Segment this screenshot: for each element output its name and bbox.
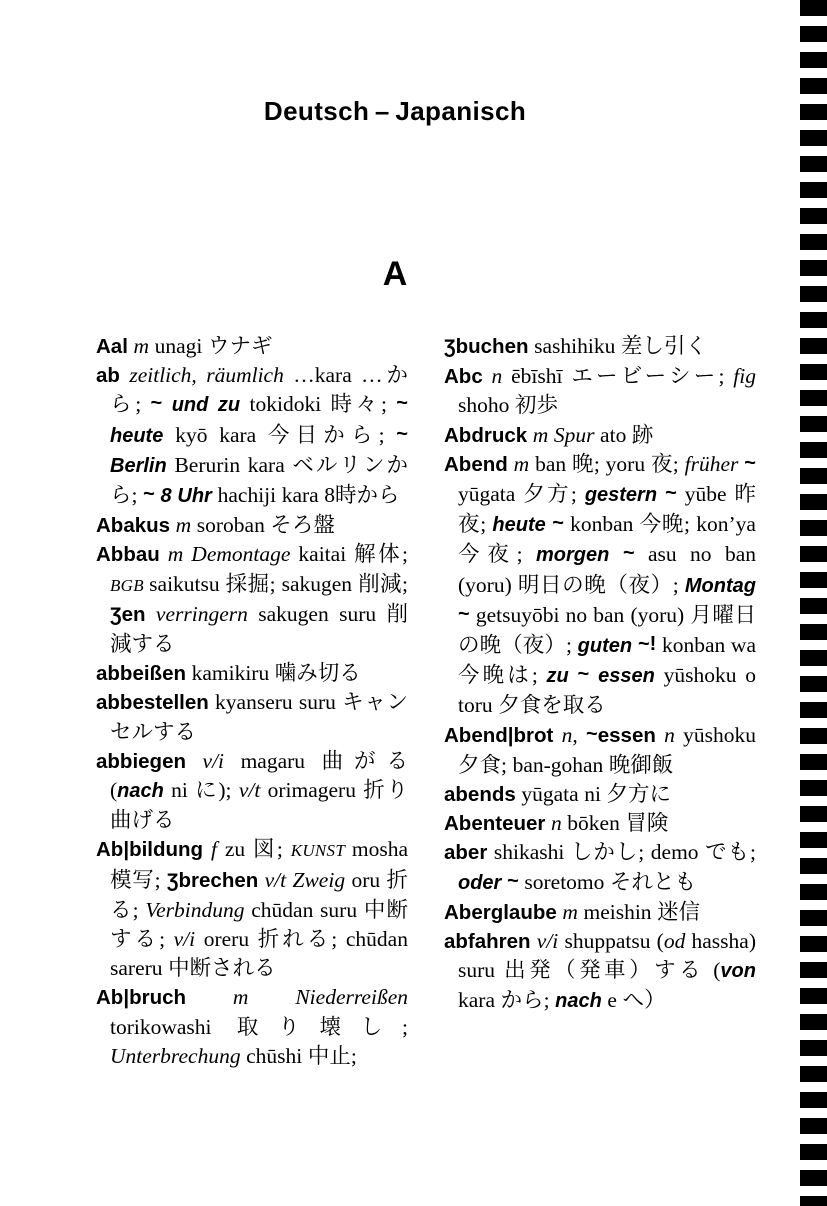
romaji-text: getsuyōbi no ban (yoru) (469, 602, 691, 627)
grammar-label: m (159, 542, 192, 567)
dictionary-entry (444, 780, 756, 809)
collocation-cue: oder (458, 871, 508, 894)
romaji-text: ; (131, 483, 144, 508)
romaji-text: meishin (583, 899, 658, 924)
swung-dash-icon: ~ (622, 542, 635, 565)
dictionary-entry (444, 898, 756, 927)
japanese-text: 晚 (572, 451, 594, 476)
japanese-text: それとも (609, 869, 696, 894)
collocation-cue: morgen (536, 544, 623, 567)
japanese-text: 折れる (257, 927, 332, 952)
romaji-text: ; (402, 1014, 408, 1039)
collocation-cue: heute (492, 514, 553, 537)
romaji-text: yūgata (458, 482, 524, 507)
romaji-text: hassha) suru (458, 929, 756, 983)
grammar-label: fig (733, 364, 756, 389)
collocation-cue: Berlin (110, 454, 175, 477)
entry-headword: Abenteuer (444, 812, 546, 836)
grammar-label: n (482, 364, 512, 389)
japanese-text: 今夜 (458, 542, 517, 567)
grammar-label: m (186, 985, 296, 1010)
grammar-label: m (527, 422, 554, 447)
romaji-text: zu (224, 837, 254, 862)
swung-dash-icon: ~ (507, 869, 519, 892)
entry-headword: en (121, 602, 146, 626)
grammar-label: verringern (145, 601, 259, 626)
japanese-text: 模写 (110, 867, 155, 892)
grammar-label: Zweig (292, 867, 352, 892)
japanese-text: 中断する (110, 897, 408, 952)
romaji-text: torikowashi (110, 1014, 237, 1039)
stem-bar-icon: | (123, 838, 130, 862)
grammar-label: v/t (258, 867, 293, 892)
grammar-label: Demontage (191, 542, 299, 567)
dictionary-entry (96, 361, 408, 511)
entry-headword: bildung (129, 838, 204, 862)
entry-headword: Abend (444, 452, 508, 476)
romaji-text: yūshoku o toru (458, 663, 756, 718)
romaji-text: unagi (154, 334, 208, 358)
romaji-text: ; (276, 837, 291, 862)
swung-dash-icon: ~ (577, 663, 590, 686)
stem-bar-icon: | (507, 723, 514, 747)
column-right (444, 332, 756, 1071)
repeat-mark-icon: Ʒ (166, 870, 179, 892)
romaji-text: ; (132, 897, 146, 922)
dictionary-entry (96, 835, 408, 983)
romaji-text: ; yoru (593, 451, 651, 476)
grammar-label: m (507, 451, 536, 476)
collocation-cue: essen (589, 665, 664, 688)
japanese-text: 初歩 (514, 393, 558, 418)
dictionary-entry (96, 983, 408, 1071)
entry-headword: bruch (129, 986, 187, 1010)
grammar-label: od (663, 929, 686, 954)
dictionary-entry (96, 659, 408, 688)
romaji-text: ato (600, 422, 632, 447)
japanese-text: 夕食を取る (498, 693, 606, 718)
grammar-label: f (203, 837, 225, 862)
romaji-text: ; (480, 512, 493, 537)
swung-dash-icon: ~ (396, 422, 408, 445)
grammar-label: zeitlich, räumlich (119, 363, 294, 388)
romaji-text: ; (135, 392, 151, 417)
romaji-text: shikashi (487, 840, 571, 865)
dictionary-entry (96, 511, 408, 540)
romaji-text: yūgata ni (515, 782, 607, 807)
entry-headword: Ab (96, 838, 124, 862)
grammar-label: Spur (553, 422, 601, 447)
grammar-label: Unterbrechung (110, 1043, 247, 1068)
romaji-text: soretomo (518, 869, 610, 894)
romaji-text: ; (154, 867, 167, 892)
collocation-cue: nach (555, 990, 602, 1013)
japanese-text: 夕食 (458, 752, 502, 777)
romaji-text: kyō kara (175, 422, 268, 447)
swung-dash-icon: ~ (143, 483, 155, 506)
japanese-text: 出発（発車）する (504, 958, 705, 983)
romaji-text: oru (351, 867, 387, 892)
romaji-text: ban (535, 451, 573, 476)
dictionary-entry (444, 421, 756, 450)
collocation-cue: zu (546, 665, 578, 688)
romaji-text: ; (570, 482, 585, 507)
japanese-text: 今晚 (639, 512, 685, 537)
dictionary-entry (444, 927, 756, 1017)
japanese-text: 曲がる (321, 748, 408, 773)
romaji-text: ēbīshī (511, 364, 572, 389)
collocation-cue: gestern (584, 484, 666, 507)
entry-columns (96, 332, 756, 1071)
romaji-text: ; (402, 571, 408, 596)
romaji-text: ; ban-gohan (501, 752, 609, 777)
dictionary-entry (444, 721, 756, 780)
japanese-text: ウナギ (207, 334, 273, 358)
japanese-text: 夜 (650, 451, 673, 476)
romaji-text: shuppatsu ( (564, 929, 664, 954)
grammar-label: v/i (186, 748, 241, 773)
romaji-text: ; (350, 1043, 357, 1068)
romaji-text: sashihiku (528, 334, 621, 358)
romaji-text: ; (402, 542, 408, 567)
romaji-text: mosha (351, 837, 408, 862)
entry-headword: abbiegen (96, 749, 186, 773)
grammar-label: v/t (238, 778, 268, 803)
collocation-cue: guten (577, 635, 638, 658)
japanese-text: 晚御飯 (608, 752, 674, 777)
romaji-text: Berurin kara (174, 452, 293, 477)
romaji-text: ; chūdan sareru (110, 927, 408, 981)
swung-dash-icon: ~ (665, 482, 677, 505)
collocation-cue: nach (117, 780, 164, 803)
japanese-text: 削減 (358, 571, 403, 596)
romaji-text: e (601, 988, 623, 1013)
japanese-text: エービーシー (571, 364, 719, 389)
japanese-text: 採掘 (225, 571, 270, 596)
japanese-text: 月曜日の晚（夜） (458, 602, 756, 658)
collocation-cue: heute (110, 424, 176, 447)
romaji-text: soroban (196, 513, 271, 538)
romaji-text: ; (516, 542, 537, 567)
romaji-text: kaitai (298, 542, 355, 567)
entry-headword: Aal (96, 335, 128, 358)
romaji-text: ; (531, 663, 547, 688)
romaji-text: ; demo (638, 840, 706, 865)
entry-headword: Abend (444, 723, 508, 747)
japanese-text: 折り曲げる (110, 778, 408, 833)
japanese-text: 中止 (307, 1043, 351, 1068)
swung-dash-icon: ~ (396, 392, 408, 415)
japanese-text: 冒険 (625, 811, 669, 836)
thumb-index-stripes (800, 0, 827, 1206)
japanese-text: から (500, 988, 544, 1013)
page-title: Deutsch – Japanisch (263, 96, 527, 126)
romaji-text: ; sakugen (269, 571, 359, 596)
romaji-text: saikutsu (149, 571, 226, 596)
japanese-text: 時々 (330, 392, 381, 417)
swung-dash-icon: ~ (458, 602, 470, 625)
column-left (96, 332, 408, 1071)
japanese-text: 差し引く (620, 334, 707, 358)
dictionary-entry (96, 332, 408, 361)
dictionary-entry (96, 688, 408, 746)
entry-headword: Abbau (96, 543, 160, 567)
swung-dash-icon: ~! (637, 633, 657, 656)
swung-dash-icon: ~ (744, 451, 756, 474)
romaji-text: ; (378, 422, 397, 447)
dictionary-entry (96, 747, 408, 836)
romaji-text: asu no ban (yoru) (458, 542, 756, 597)
romaji-text: tokidoki (249, 392, 331, 417)
japanese-text: 削減する (110, 601, 408, 657)
grammar-label: m (170, 513, 197, 538)
dictionary-entry (444, 838, 756, 897)
romaji-text: yūbe (676, 482, 735, 507)
repeat-mark-icon: Ʒ (444, 337, 456, 358)
entry-headword: abbestellen (96, 691, 209, 715)
japanese-text: 折る (110, 867, 408, 922)
romaji-text: ni (163, 778, 196, 803)
entry-headword: abbeißen (96, 662, 186, 686)
romaji-text: ; (159, 927, 174, 952)
collocation-cue: und zu (162, 394, 250, 417)
japanese-text: 今晚は (458, 663, 532, 688)
romaji-text: ); (218, 778, 239, 803)
entry-headword: abends (444, 783, 516, 807)
japanese-text: しかし (570, 840, 639, 865)
grammar-label: Niederreißen (295, 985, 408, 1010)
japanese-text: …から (110, 363, 408, 417)
romaji-text: …kara (293, 363, 362, 388)
romaji-text: ; kon’ya (684, 512, 756, 537)
swung-dash-icon: ~ (586, 722, 598, 745)
japanese-text: 昨夜 (458, 482, 756, 537)
entry-headword: Abc (444, 365, 483, 389)
section-letter-heading: A (382, 255, 408, 293)
collocation-cue: 8 Uhr (154, 485, 218, 508)
entry-headword: aber (444, 841, 488, 865)
romaji-text: ; (565, 633, 578, 658)
entry-headword: Abakus (96, 514, 171, 538)
romaji-text: yūshoku (683, 722, 757, 747)
japanese-text: そろ盤 (270, 513, 335, 538)
dictionary-entry (96, 540, 408, 659)
subject-label: KUNST (290, 841, 352, 861)
grammar-label: n (655, 722, 684, 747)
stem-bar-icon: | (123, 986, 130, 1010)
romaji-text: ; (718, 364, 734, 389)
romaji-text: magaru (240, 748, 322, 773)
romaji-text: shoho (458, 393, 515, 418)
romaji-text: konban (563, 512, 640, 537)
collocation-cue: von (720, 960, 756, 983)
japanese-text: 跡 (631, 422, 654, 447)
japanese-text: ベルリンから (110, 452, 408, 508)
dictionary-entry (444, 332, 756, 362)
japanese-text: 中断される (168, 956, 276, 981)
dictionary-entry (444, 450, 756, 721)
romaji-text: ( (704, 958, 721, 983)
entry-headword: Aberglaube (444, 900, 557, 924)
repeat-mark-icon: Ʒ (110, 604, 122, 626)
grammar-label: m (556, 899, 584, 924)
romaji-text: sakugen suru (258, 601, 387, 626)
romaji-text: ; (672, 451, 685, 476)
japanese-text: に (195, 778, 219, 803)
romaji-text: ; (543, 988, 556, 1013)
japanese-text: 今日から (267, 422, 379, 447)
romaji-text: ; (672, 572, 685, 597)
romaji-text: chūdan suru (251, 897, 364, 922)
entry-headword: brechen (178, 868, 259, 892)
entry-headword: ab (96, 364, 120, 388)
romaji-text: kyanseru suru (208, 690, 343, 715)
romaji-text: hachiji kara 8 (217, 483, 336, 508)
grammar-label: Verbindung (145, 897, 252, 922)
japanese-text: 明日の晚（夜） (517, 572, 673, 597)
swung-dash-icon: ~ (552, 512, 564, 535)
romaji-text: chūshi (246, 1043, 308, 1068)
entry-headword: abfahren (444, 930, 531, 954)
entry-headword: buchen (455, 335, 529, 358)
japanese-text: 解体 (354, 542, 402, 567)
grammar-label: n (553, 722, 573, 747)
swung-dash-icon: ~ (150, 392, 163, 415)
japanese-text: でも (705, 840, 751, 865)
romaji-text: bōken (567, 811, 626, 836)
japanese-text: 夕方 (523, 482, 571, 507)
romaji-text: ） (644, 988, 666, 1013)
romaji-text: orimageru (267, 778, 364, 803)
japanese-text: へ (622, 988, 645, 1013)
romaji-text: konban wa (656, 633, 756, 658)
collocation-cue: Montag (684, 574, 756, 597)
japanese-text: 噛み切る (274, 661, 361, 686)
japanese-text: 図 (253, 837, 277, 862)
grammar-label: n (545, 811, 568, 836)
romaji-text: kara (458, 988, 501, 1013)
entry-headword: essen (597, 723, 656, 747)
romaji-text: ( (110, 778, 118, 803)
dictionary-entry (444, 362, 756, 420)
dictionary-entry (444, 809, 756, 838)
romaji-text: kamikiru (186, 661, 275, 686)
subject-label: BGB (110, 575, 150, 595)
romaji-text: ; (381, 392, 397, 417)
entry-headword: Ab (96, 986, 124, 1010)
japanese-text: 迷信 (657, 899, 701, 924)
japanese-text: 夕方に (606, 782, 672, 807)
japanese-text: 時から (335, 483, 400, 508)
entry-headword: Abdruck (444, 423, 528, 447)
grammar-label: m (127, 334, 155, 358)
japanese-text: キャンセルする (110, 690, 408, 744)
entry-headword: brot (513, 723, 554, 747)
romaji-text: ; (750, 840, 757, 865)
romaji-text: oreru (203, 927, 258, 952)
grammar-label: v/i (173, 927, 204, 952)
japanese-text: 取り壊し (236, 1014, 403, 1039)
romaji-text: , (572, 722, 587, 747)
grammar-label: v/i (530, 929, 565, 954)
grammar-label: früher (684, 451, 745, 476)
